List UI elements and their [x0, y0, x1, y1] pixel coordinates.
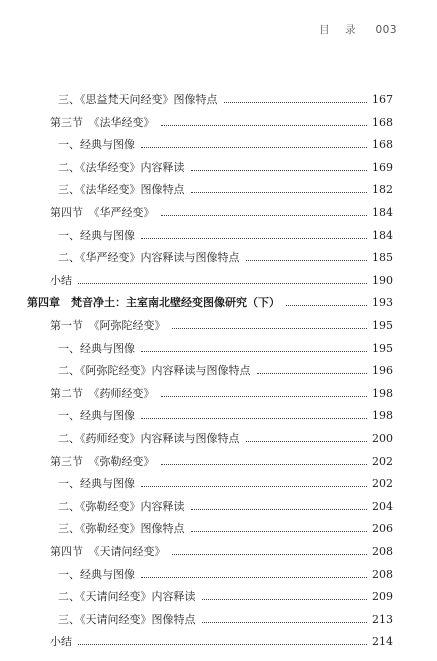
dot-leader — [202, 599, 368, 600]
toc-entry-label: 第一节 《阿弥陀经变》 — [50, 319, 166, 332]
toc-entry-label: 三、《思益梵天问经变》图像特点 — [58, 93, 218, 106]
toc-entry-page: 168 — [372, 138, 393, 152]
toc-entry[interactable] — [58, 132, 393, 152]
toc-entry[interactable] — [58, 562, 393, 582]
toc-entry-page: 195 — [372, 319, 393, 332]
toc-entry-page: 185 — [372, 251, 393, 265]
toc-entry-label: 二、《天请问经变》内容释读 — [58, 590, 196, 604]
toc-entry-label: 二、《华严经变》内容释读与图像特点 — [58, 251, 240, 265]
dot-leader — [141, 486, 367, 487]
toc-entry-label: 一、经典与图像 — [58, 341, 135, 355]
toc-entry-page: 182 — [372, 183, 393, 197]
toc-entry-page: 206 — [372, 522, 393, 536]
toc-entry[interactable] — [58, 471, 393, 491]
toc-entry-label: 三、《弥勒经变》图像特点 — [58, 522, 185, 536]
toc-entry-label: 第二节 《药师经变》 — [50, 386, 155, 400]
toc-entry-label: 一、经典与图像 — [58, 477, 135, 491]
dot-leader — [141, 418, 367, 419]
dot-leader — [172, 554, 368, 555]
toc-entry[interactable] — [58, 516, 393, 536]
toc-entry[interactable] — [50, 449, 393, 469]
dot-leader — [286, 305, 367, 306]
dot-leader — [191, 509, 368, 510]
toc-entry[interactable] — [58, 494, 393, 514]
dot-leader — [141, 351, 367, 352]
toc-entry-label: 第三节 《法华经变》 — [50, 115, 155, 129]
toc-entry[interactable] — [58, 87, 393, 107]
toc-entry[interactable] — [58, 403, 393, 423]
dot-leader — [161, 464, 368, 465]
toc-entry-page: 198 — [372, 386, 393, 400]
toc-entry[interactable] — [58, 245, 393, 265]
toc-entry-page: 196 — [372, 364, 393, 378]
toc-entry[interactable] — [50, 313, 393, 333]
dot-leader — [191, 192, 368, 193]
toc-entry-label: 第四节 《华严经变》 — [50, 206, 155, 219]
toc-entry-page: 202 — [372, 454, 393, 468]
dot-leader — [161, 215, 368, 216]
toc-entry-label: 第四章 梵音净土：主室南北壁经变图像研究（下） — [27, 296, 280, 310]
toc-entry-page: 198 — [372, 409, 393, 423]
toc-entry-page: 209 — [372, 590, 393, 604]
toc-entry-page: 184 — [372, 228, 393, 242]
toc-entry-page: 169 — [372, 160, 393, 174]
toc-entry-page: 193 — [372, 296, 393, 310]
dot-leader — [202, 622, 368, 623]
dot-leader — [224, 102, 368, 103]
dot-leader — [257, 373, 368, 374]
toc-entry-page: 184 — [372, 206, 393, 219]
toc-entry[interactable] — [58, 358, 393, 378]
toc-entry[interactable] — [58, 177, 393, 197]
toc-entry-label: 第四节 《天请问经变》 — [50, 545, 166, 558]
toc-entry-page: 202 — [372, 477, 393, 491]
toc-entry-page: 208 — [372, 545, 393, 558]
dot-leader — [161, 396, 368, 397]
toc-entry-label: 一、经典与图像 — [58, 138, 135, 152]
dot-leader — [161, 125, 368, 126]
header-title: 目 录 — [319, 24, 362, 36]
dot-leader — [141, 577, 367, 578]
dot-leader — [78, 644, 367, 645]
toc-entry-page: 208 — [372, 567, 393, 581]
dot-leader — [141, 147, 367, 148]
dot-leader — [246, 441, 368, 442]
dot-leader — [191, 531, 368, 532]
running-header — [319, 22, 397, 37]
toc-entry-label: 二、《弥勒经变》内容释读 — [58, 499, 185, 513]
toc-entry-label: 三、《天请问经变》图像特点 — [58, 612, 196, 626]
toc-entry[interactable] — [50, 381, 393, 401]
toc-entry-label: 小结 — [50, 273, 72, 287]
toc-entry[interactable] — [50, 539, 393, 559]
toc-entry-label: 小结 — [50, 635, 72, 649]
toc-entry[interactable] — [50, 629, 393, 649]
dot-leader — [191, 170, 368, 171]
dot-leader — [172, 328, 368, 329]
toc-entry[interactable] — [50, 200, 393, 220]
toc-entry[interactable] — [58, 155, 393, 175]
toc-entry-label: 一、经典与图像 — [58, 228, 135, 242]
toc-entry-page: 214 — [372, 635, 393, 649]
toc-chapter-entry[interactable] — [27, 290, 393, 310]
toc-entry-label: 三、《法华经变》图像特点 — [58, 183, 185, 197]
toc-entry-page: 200 — [372, 432, 393, 445]
toc-entry-page: 168 — [372, 115, 393, 129]
toc-entry-label: 二、《法华经变》内容释读 — [58, 160, 185, 174]
toc-entry-label: 二、《阿弥陀经变》内容释读与图像特点 — [58, 364, 251, 378]
toc-entry[interactable] — [58, 584, 393, 604]
toc-entry-page: 204 — [372, 499, 393, 513]
toc-entry[interactable] — [58, 223, 393, 243]
toc-entry-label: 一、经典与图像 — [58, 409, 135, 423]
header-page-number: 003 — [375, 24, 397, 36]
toc-entry[interactable] — [58, 607, 393, 627]
dot-leader — [78, 283, 367, 284]
toc-entry-page: 195 — [372, 341, 393, 355]
dot-leader — [246, 260, 368, 261]
toc-entry-page: 190 — [372, 273, 393, 287]
toc-entry-label: 第三节 《弥勒经变》 — [50, 454, 155, 468]
toc-entry[interactable] — [58, 336, 393, 356]
toc-entry-label: 二、《药师经变》内容释读与图像特点 — [58, 432, 240, 445]
toc-entry[interactable] — [50, 268, 393, 288]
toc-entry-label: 一、经典与图像 — [58, 567, 135, 581]
toc-entry-page: 213 — [372, 612, 393, 626]
dot-leader — [141, 238, 367, 239]
toc-entry[interactable] — [50, 110, 393, 130]
toc-entry-page: 167 — [372, 93, 393, 106]
toc-entry[interactable] — [58, 426, 393, 446]
